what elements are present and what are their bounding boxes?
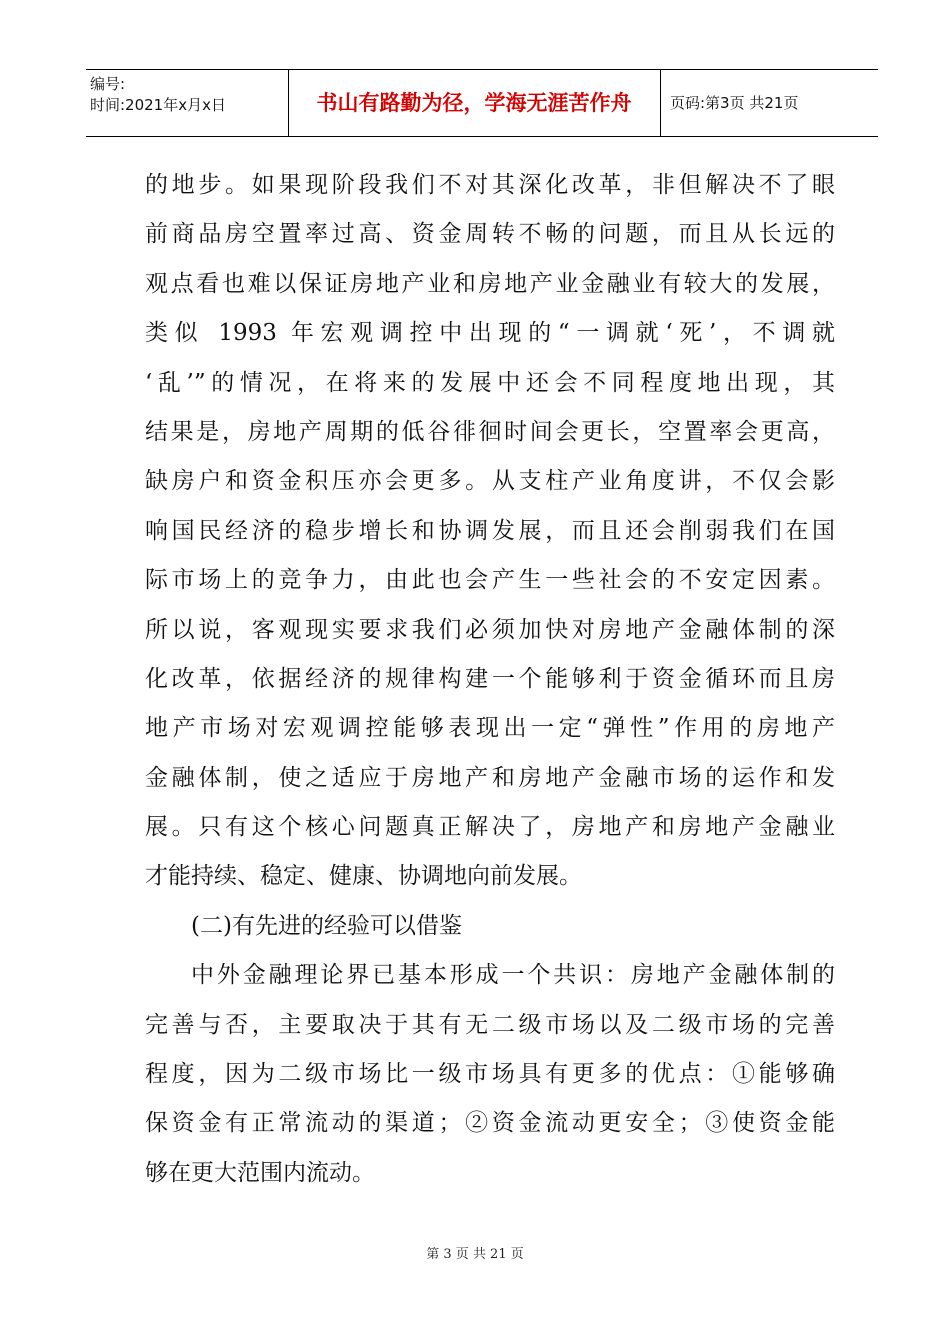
body-line: 程度，因为二级市场比一级市场具有更多的优点：①能够确 (145, 1061, 835, 1088)
body-line: 的地步。如果现阶段我们不对其深化改革，非但解决不了眼 (145, 172, 835, 198)
body-line: 完善与否，主要取决于其有无二级市场以及二级市场的完善 (145, 1011, 835, 1038)
body-line: 中外金融理论界已基本形成一个共识：房地产金融体制的 (191, 962, 835, 989)
body-line: 结果是，房地产周期的低谷徘徊时间会更长，空置率会更高， (145, 418, 835, 445)
body-line: 地产市场对宏观调控能够表现出一定“弹性”作用的房地产 (145, 715, 835, 742)
body-line: 类似 1993 年宏观调控中出现的“一调就‘死’，不调就 (145, 320, 835, 347)
document-number-label: 编号: (90, 75, 126, 93)
body-line: 响国民经济的稳步增长和协调发展，而且还会削弱我们在国 (145, 517, 835, 544)
body-line: 前商品房空置率过高、资金周转不畅的问题，而且从长远的 (145, 221, 835, 248)
header-page-info: 页码:第3页 共21页 (670, 94, 799, 112)
document-time-label: 时间:2021年x月x日 (90, 96, 226, 114)
body-line: 所以说，客观现实要求我们必须加快对房地产金融体制的深 (145, 616, 835, 643)
section-heading: (二)有先进的经验可以借鉴 (191, 912, 462, 939)
page-header (86, 69, 878, 137)
body-line: 金融体制，使之适应于房地产和房地产金融市场的运作和发 (145, 764, 835, 791)
document-body (145, 161, 835, 1198)
header-motto: 书山有路勤为径，学海无涯苦作舟 (316, 91, 632, 115)
body-line: 展。只有这个核心问题真正解决了，房地产和房地产金融业 (145, 814, 835, 841)
body-line: 际市场上的竞争力，由此也会产生一些社会的不安定因素。 (145, 567, 835, 594)
body-line: 保资金有正常流动的渠道；②资金流动更安全；③使资金能 (145, 1110, 835, 1137)
header-divider (660, 70, 661, 136)
body-line: 化改革，依据经济的规律构建一个能够利于资金循环而且房 (145, 665, 835, 692)
body-line: 观点看也难以保证房地产业和房地产业金融业有较大的发展， (145, 270, 835, 297)
body-line: 才能持续、稳定、健康、协调地向前发展。 (145, 863, 582, 890)
header-meta (90, 74, 226, 116)
body-line: ‘乱’”的情况，在将来的发展中还会不同程度地出现，其 (145, 369, 835, 396)
page-footer: 第 3 页 共 21 页 (426, 1247, 524, 1262)
body-line: 够在更大范围内流动。 (145, 1159, 375, 1186)
body-line: 缺房户和资金积压亦会更多。从支柱产业角度讲，不仅会影 (145, 468, 835, 495)
